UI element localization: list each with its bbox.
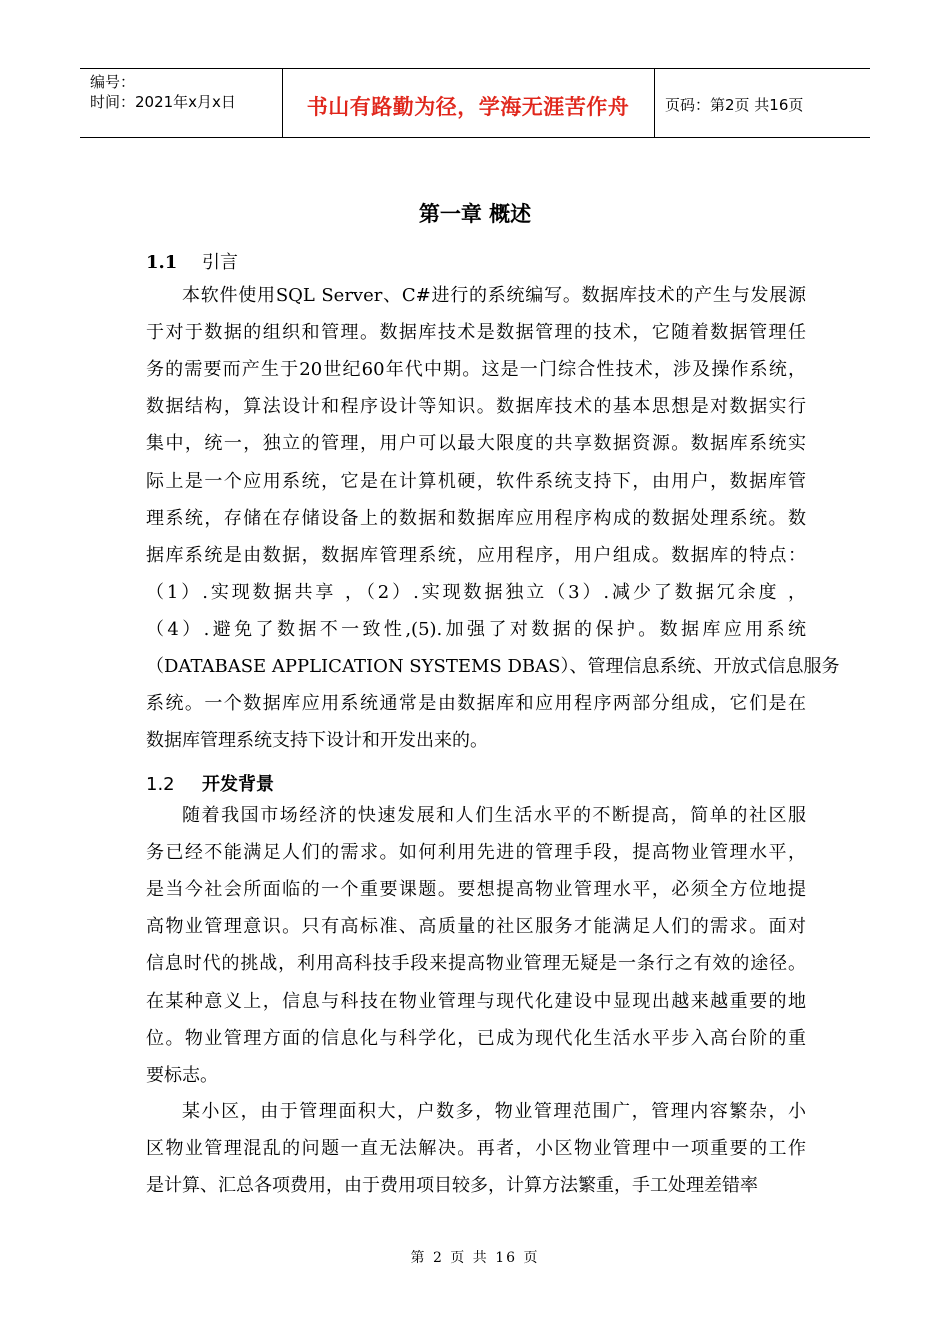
text-line: 据库系统是由数据，数据库管理系统，应用程序，用户组成。数据库的特点： — [146, 544, 806, 566]
text-line: 区物业管理混乱的问题一直无法解决。再者，小区物业管理中一项重要的工作 — [146, 1138, 806, 1160]
text-line: 际上是一个应用系统，它是在计算机硬，软件系统支持下，由用户，数据库管 — [146, 470, 806, 492]
text-line: 要标志。 — [146, 1064, 218, 1086]
section-title: 开发背景 — [202, 774, 274, 795]
chapter-title: 第一章 概述 — [418, 202, 532, 226]
number-label: 编号： — [90, 73, 136, 91]
text-line: 本软件使用SQL Server、C#进行的系统编写。数据库技术的产生与发展源 — [182, 285, 806, 306]
header-motto-cell — [282, 69, 655, 137]
page-info: 页码：第2页 共16页 — [665, 96, 804, 114]
text-line: （4）.避免了数据不一致性,(5).加强了对数据的保护。数据库应用系统 — [146, 618, 806, 640]
text-line: 高物业管理意识。只有高标准、高质量的社区服务才能满足人们的需求。面对 — [146, 916, 806, 938]
text-line: 信息时代的挑战，利用高科技手段来提高物业管理无疑是一条行之有效的途径。 — [146, 953, 806, 975]
text-line: 务的需要而产生于20世纪60年代中期。这是一门综合性技术，涉及操作系统， — [146, 359, 806, 381]
section-heading-1-1 — [146, 248, 238, 274]
text-line: 务已经不能满足人们的需求。如何利用先进的管理手段，提高物业管理水平， — [146, 842, 806, 864]
motto: 书山有路勤为径，学海无涯苦作舟 — [306, 95, 630, 119]
document-header — [80, 68, 870, 138]
section-heading-1-2 — [146, 770, 274, 796]
page-footer: 第 2 页 共 16 页 — [410, 1250, 540, 1266]
header-meta-cell — [80, 69, 283, 137]
section-title: 引言 — [202, 252, 238, 273]
date-label: 时间：2021年x月x日 — [90, 93, 236, 111]
text-line: 数据结构，算法设计和程序设计等知识。数据库技术的基本思想是对数据实行 — [146, 396, 806, 418]
text-line: 系统。一个数据库应用系统通常是由数据库和应用程序两部分组成，它们是在 — [146, 693, 806, 715]
text-line: （DATABASE APPLICATION SYSTEMS DBAS）、管理信息系统、开放式信息服务 — [146, 656, 840, 677]
text-line: 是当今社会所面临的一个重要课题。要想提高物业管理水平，必须全方位地提 — [146, 879, 806, 901]
text-line: 某小区，由于管理面积大，户数多，物业管理范围广，管理内容繁杂，小 — [182, 1101, 806, 1122]
section-number: 1.1 — [146, 252, 178, 273]
text-line: 理系统，存储在存储设备上的数据和数据库应用程序构成的数据处理系统。数 — [146, 507, 806, 529]
header-page-cell — [655, 69, 870, 137]
text-line: （1）.实现数据共享 ，（2）.实现数据独立（3）.减少了数据冗余度 ， — [146, 581, 806, 603]
text-line: 集中，统一，独立的管理，用户可以最大限度的共享数据资源。数据库系统实 — [146, 433, 806, 455]
text-line: 数据库管理系统支持下设计和开发出来的。 — [146, 730, 488, 752]
text-line: 随着我国市场经济的快速发展和人们生活水平的不断提高，简单的社区服 — [182, 805, 806, 826]
text-line: 在某种意义上，信息与科技在物业管理与现代化建设中显现出越来越重要的地 — [146, 990, 806, 1012]
text-line: 位。物业管理方面的信息化与科学化，已成为现代化生活水平步入高台阶的重 — [146, 1027, 806, 1049]
section-number: 1.2 — [146, 774, 175, 795]
text-line: 于对于数据的组织和管理。数据库技术是数据管理的技术，它随着数据管理任 — [146, 322, 806, 344]
text-line: 是计算、汇总各项费用，由于费用项目较多，计算方法繁重，手工处理差错率 — [146, 1175, 758, 1197]
